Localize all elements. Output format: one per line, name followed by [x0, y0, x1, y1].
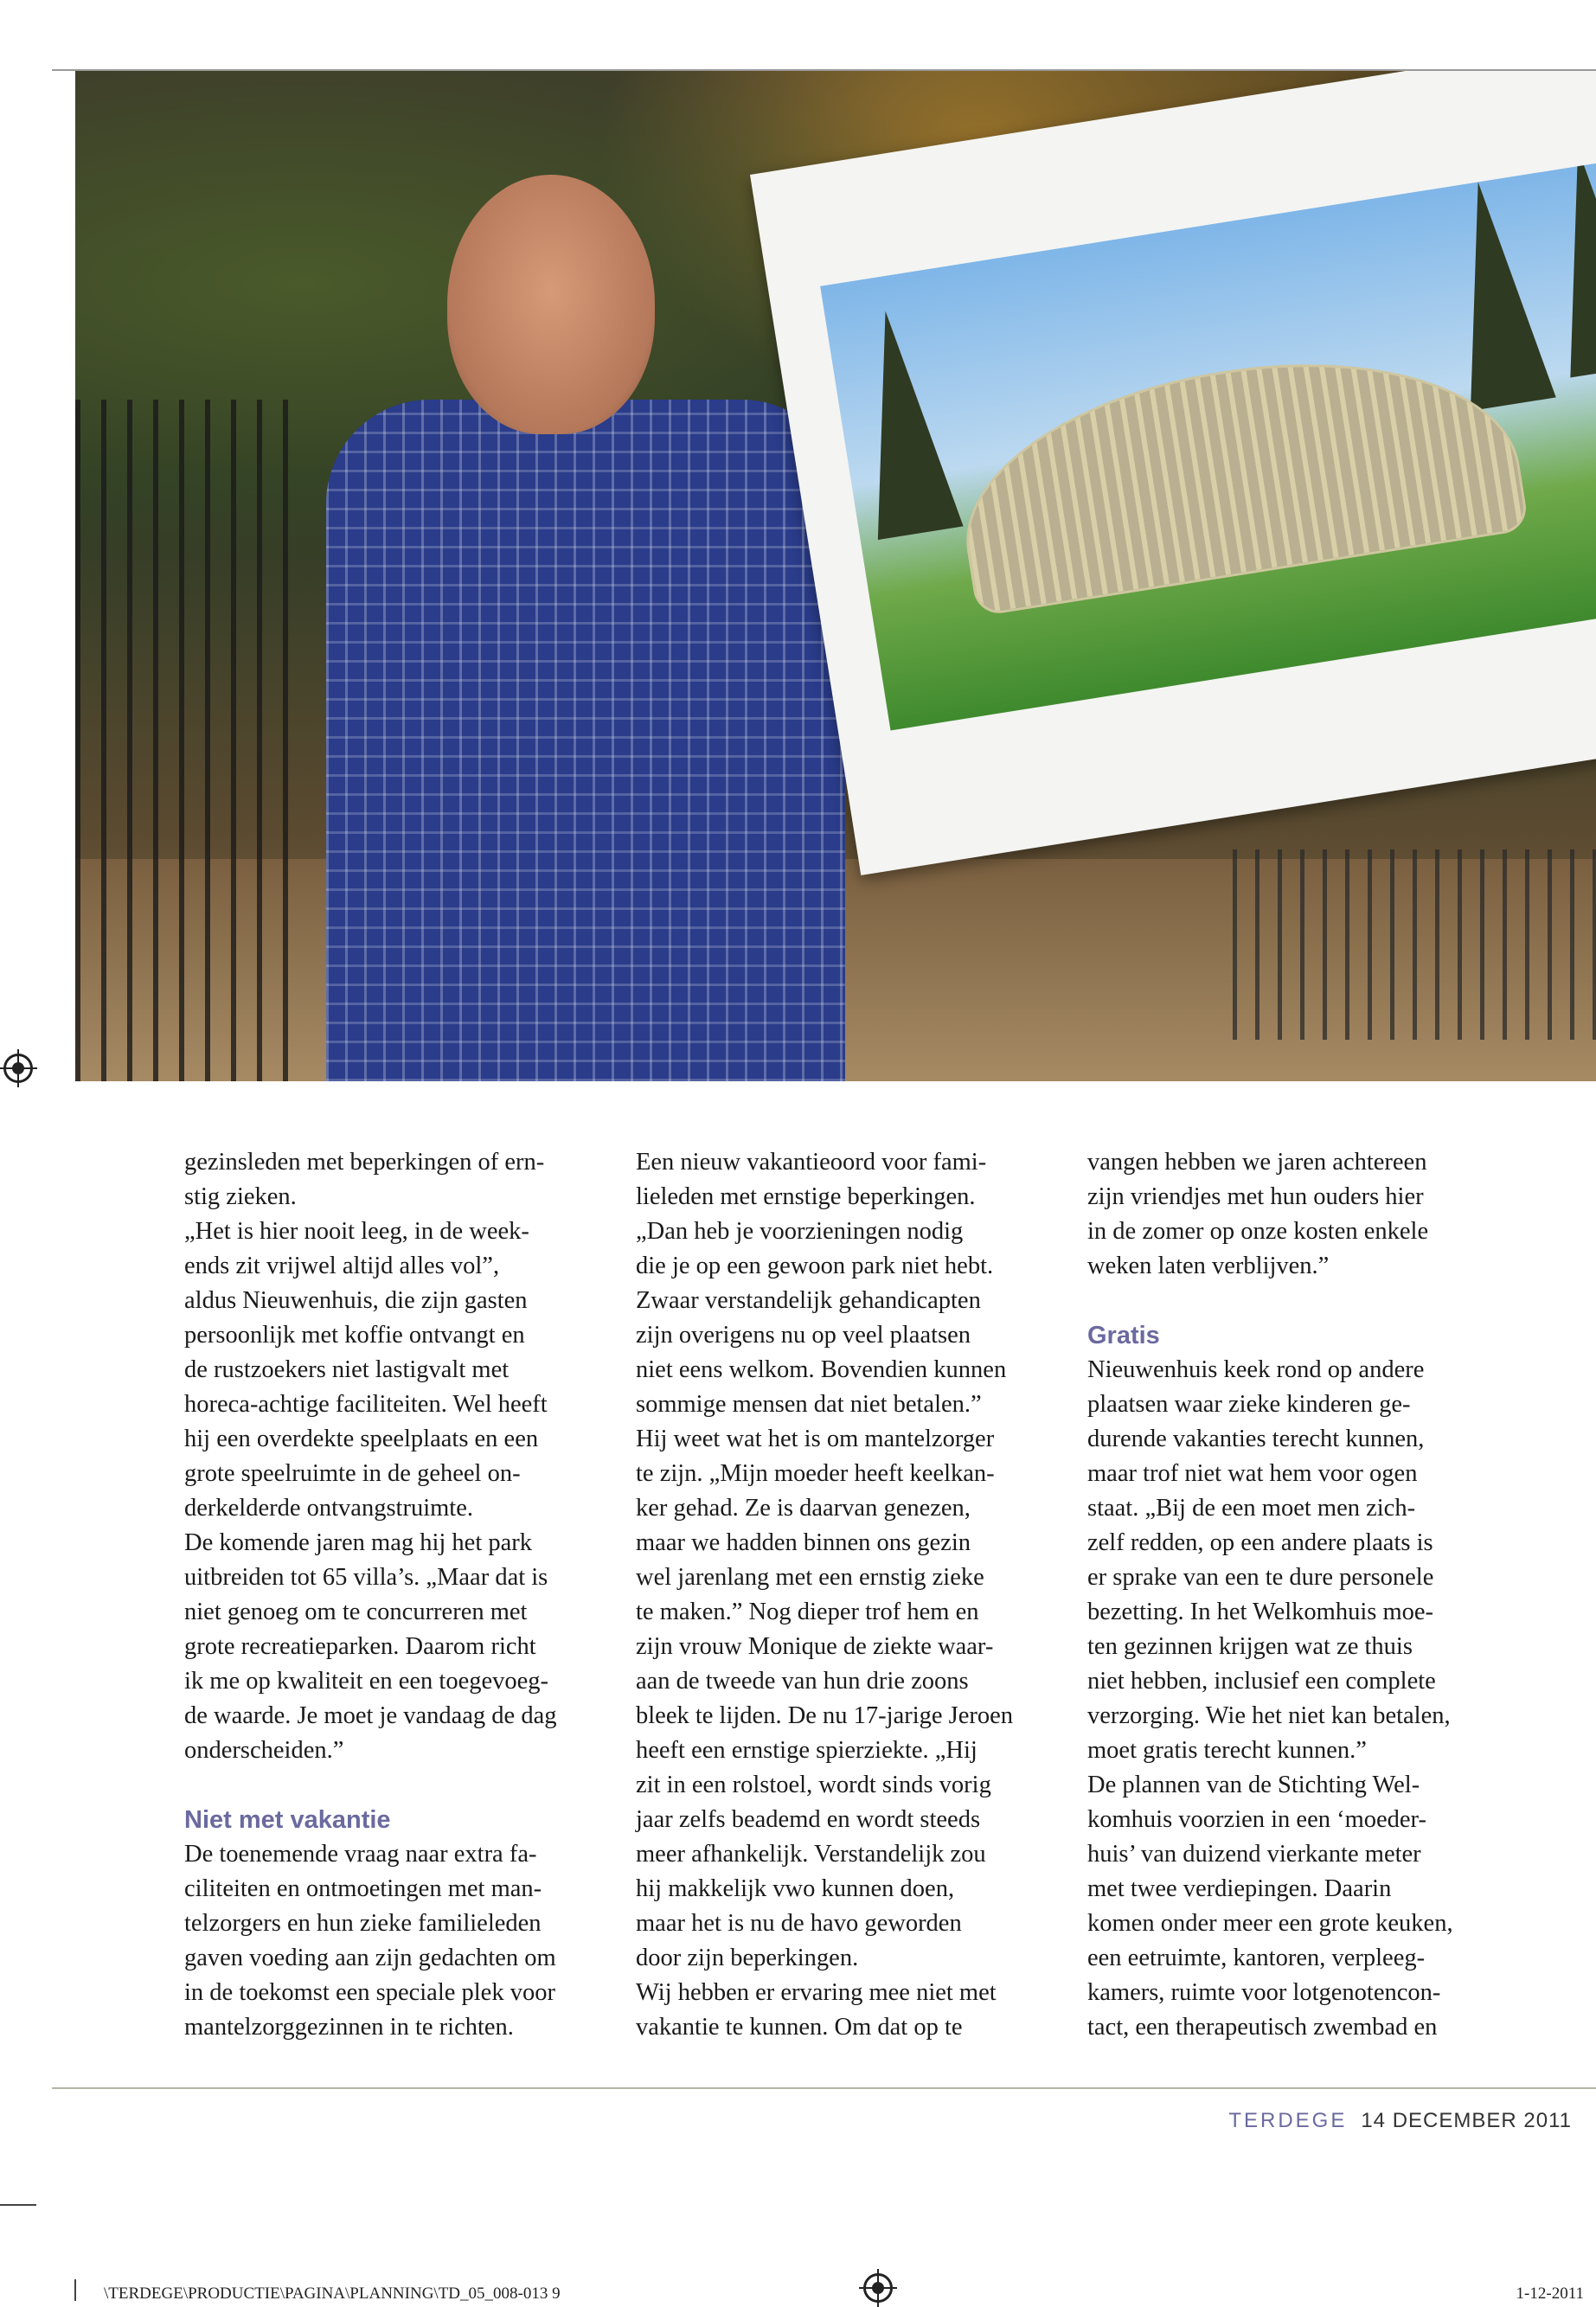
text-line: weken laten verblijven.” — [1087, 1253, 1330, 1279]
magazine-brand: TERDEGE — [1228, 2109, 1348, 2132]
text-line: Een nieuw vakantieoord voor fami- — [636, 1149, 987, 1176]
pine-tree — [843, 304, 963, 540]
bottom-rule — [52, 2087, 1596, 2089]
issue-date: 14 DECEMBER 2011 — [1361, 2109, 1572, 2132]
text-line: heeft een ernstige spierziekte. „Hij — [636, 1737, 977, 1764]
crop-mark — [0, 2204, 36, 2206]
text-line: ciliteiten en ontmoetingen met man- — [184, 1875, 542, 1902]
text-line: niet hebben, inclusief een complete — [1087, 1668, 1436, 1695]
print-slug-date: 1-12-2011 — [1516, 2285, 1584, 2303]
text-line: „Dan heb je voorzieningen nodig — [636, 1218, 964, 1245]
text-line: De komende jaren mag hij het park — [184, 1529, 533, 1556]
subheading-gratis: Gratis — [1087, 1322, 1160, 1349]
text-line: meer afhankelijk. Verstandelijk zou — [636, 1841, 986, 1868]
text-line: Wij hebben er ervaring mee niet met — [636, 1979, 997, 2006]
text-line: gaven voeding aan zijn gedachten om — [184, 1945, 556, 1971]
text-line: een eetruimte, kantoren, verpleeg- — [1087, 1945, 1426, 1971]
text-line: maar het is nu de havo geworden — [636, 1910, 962, 1937]
text-line: horeca-achtige faciliteiten. Wel heeft — [184, 1391, 548, 1418]
text-line: derkelderde ontvangstruimte. — [184, 1495, 473, 1522]
text-line: niet eens welkom. Bovendien kunnen — [636, 1356, 1007, 1383]
column-2 — [636, 1145, 1068, 2045]
text-line: gezinsleden met beperkingen of ern- — [184, 1149, 545, 1176]
text-line: Nieuwenhuis keek rond op andere — [1087, 1356, 1425, 1383]
column-1 — [184, 1145, 617, 2045]
text-line: wel jarenlang met een ernstig zieke — [636, 1564, 984, 1591]
text-line: zit in een rolstoel, wordt sinds vorig — [636, 1772, 991, 1798]
text-line: huis’ van duizend vierkante meter — [1087, 1841, 1421, 1868]
text-line: lieleden met ernstige beperkingen. — [636, 1183, 976, 1210]
text-line: zijn vrouw Monique de ziekte waar- — [636, 1633, 994, 1660]
text-line: vakantie te kunnen. Om dat op te — [636, 2014, 963, 2041]
text-line: staat. „Bij de een moet men zich- — [1087, 1495, 1416, 1522]
iron-fence-left — [75, 400, 300, 1081]
text-line: niet genoeg om te concurreren met — [184, 1599, 528, 1625]
text-line: maar trof niet wat hem voor ogen — [1087, 1460, 1418, 1487]
text-line: hij makkelijk vwo kunnen doen, — [636, 1875, 955, 1902]
text-line: bleek te lijden. De nu 17-jarige Jeroen — [636, 1702, 1014, 1729]
text-line: aldus Nieuwenhuis, die zijn gasten — [184, 1287, 528, 1314]
text-line: met twee verdiepingen. Daarin — [1087, 1875, 1392, 1902]
blue-plaid-shirt — [326, 400, 845, 1081]
text-line: te zijn. „Mijn moeder heeft keelkan- — [636, 1460, 995, 1487]
text-line: die je op een gewoon park niet hebt. — [636, 1253, 994, 1279]
text-line: in de toekomst een speciale plek voor — [184, 1979, 555, 2006]
text-line: hij een overdekte speelplaats en een — [184, 1426, 539, 1452]
registration-mark-icon — [863, 2273, 893, 2303]
text-line: maar we hadden binnen ons gezin — [636, 1529, 971, 1556]
column-3-text-after — [1087, 1353, 1520, 2045]
text-line: ends zit vrijwel altijd alles vol”, — [184, 1253, 500, 1279]
text-line: sommige mensen dat niet betalen.” — [636, 1391, 982, 1418]
text-line: door zijn beperkingen. — [636, 1945, 859, 1971]
text-line: te maken.” Nog dieper trof hem en — [636, 1599, 979, 1625]
text-line: komen onder meer een grote keuken, — [1087, 1910, 1453, 1937]
text-line: er sprake van een te dure personele — [1087, 1564, 1434, 1591]
column-1-text — [184, 1145, 617, 1768]
text-line: grote recreatieparken. Daarom richt — [184, 1633, 536, 1660]
text-line: vangen hebben we jaren achtereen — [1087, 1149, 1427, 1176]
text-line: moet gratis terecht kunnen.” — [1087, 1737, 1367, 1764]
building-render-image — [820, 151, 1596, 730]
text-line: stig zieken. — [184, 1183, 297, 1210]
text-line: „Het is hier nooit leeg, in de week- — [184, 1218, 529, 1245]
text-line: Hij weet wat het is om mantelzorger — [636, 1426, 995, 1452]
architectural-render-board — [750, 71, 1596, 875]
text-line: persoonlijk met koffie ontvangt en — [184, 1322, 525, 1349]
text-line: ik me op kwaliteit en een toegevoeg- — [184, 1668, 549, 1695]
text-line: durende vakanties terecht kunnen, — [1087, 1426, 1425, 1452]
text-line: ten gezinnen krijgen wat ze thuis — [1087, 1633, 1413, 1660]
text-line: verzorging. Wie het niet kan betalen, — [1087, 1702, 1451, 1729]
text-line: aan de tweede van hun drie zoons — [636, 1668, 969, 1695]
article-photo — [75, 71, 1596, 1081]
text-line: uitbreiden tot 65 villa’s. „Maar dat is — [184, 1564, 548, 1591]
pine-tree — [1435, 176, 1555, 411]
text-line: in de zomer op onze kosten enkele — [1087, 1218, 1429, 1245]
text-line: de rustzoekers niet lastigvalt met — [184, 1356, 510, 1383]
text-line: onderscheiden.” — [184, 1737, 344, 1764]
column-3-text — [1087, 1145, 1520, 1284]
man-head — [447, 175, 655, 434]
column-1-text-after — [184, 1837, 617, 2045]
text-line: komhuis voorzien in een ‘moeder- — [1087, 1806, 1426, 1833]
print-slug-path: \TERDEGE\PRODUCTIE\PAGINA\PLANNING\TD_05_008-013 9 — [104, 2285, 561, 2303]
curved-building — [945, 328, 1529, 617]
text-line: Zwaar verstandelijk gehandicapten — [636, 1287, 981, 1314]
text-line: kamers, ruimte voor lotgenotencon- — [1087, 1979, 1441, 2006]
text-line: grote speelruimte in de geheel on- — [184, 1460, 521, 1487]
text-line: De toenemende vraag naar extra fa- — [184, 1841, 537, 1868]
column-3 — [1087, 1145, 1520, 2045]
crop-mark — [74, 2279, 76, 2301]
text-line: tact, een therapeutisch zwembad en — [1087, 2014, 1438, 2041]
page-footer — [1228, 2109, 1572, 2133]
registration-mark-icon — [3, 1054, 33, 1083]
text-line: mantelzorggezinnen in te richten. — [184, 2014, 514, 2041]
text-line: ker gehad. Ze is daarvan genezen, — [636, 1495, 971, 1522]
text-line: zijn overigens nu op veel plaatsen — [636, 1322, 971, 1349]
text-line: De plannen van de Stichting Wel- — [1087, 1772, 1420, 1798]
text-line: telzorgers en hun zieke familieleden — [184, 1910, 542, 1937]
iron-fence-right — [1233, 849, 1596, 1040]
text-line: bezetting. In het Welkomhuis moe- — [1087, 1599, 1434, 1625]
column-2-text — [636, 1145, 1068, 2045]
text-line: plaatsen waar zieke kinderen ge- — [1087, 1391, 1411, 1418]
text-line: de waarde. Je moet je vandaag de dag — [184, 1702, 557, 1729]
text-line: zijn vriendjes met hun ouders hier — [1087, 1183, 1424, 1210]
text-line: jaar zelfs beademd en wordt steeds — [636, 1806, 981, 1833]
text-line: zelf redden, op een andere plaats is — [1087, 1529, 1433, 1556]
subheading-niet-met-vakantie: Niet met vakantie — [184, 1806, 391, 1834]
